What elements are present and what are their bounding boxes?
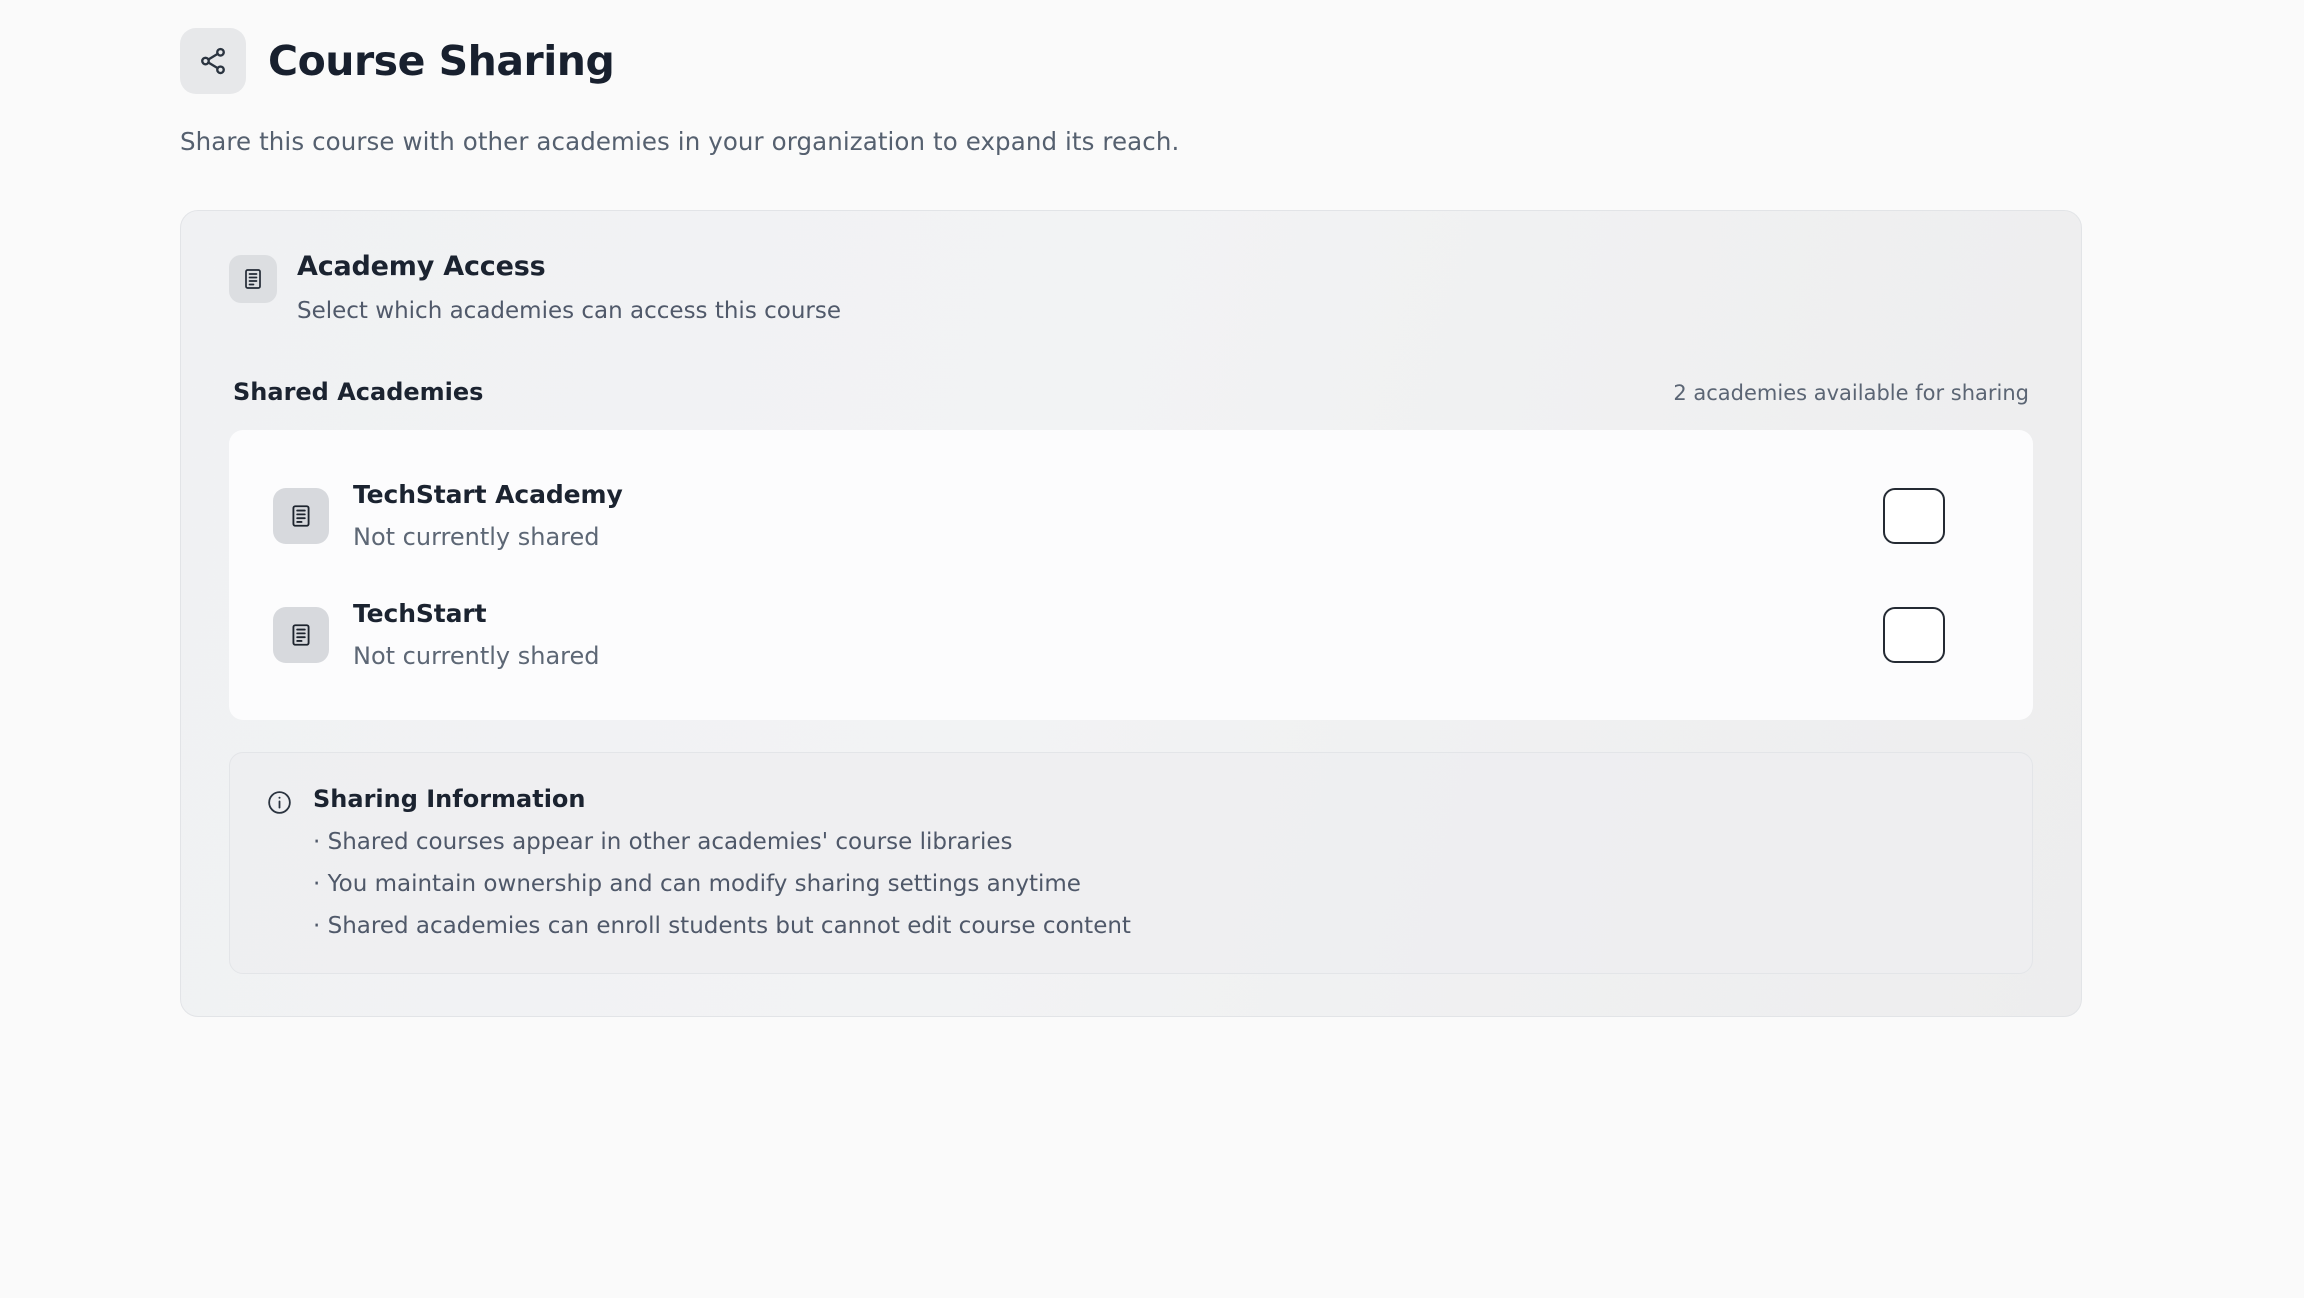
- share-icon: [180, 28, 246, 94]
- academy-status: Not currently shared: [353, 523, 600, 552]
- sharing-information-box: [229, 752, 2033, 974]
- academy-share-checkbox[interactable]: [1883, 488, 1945, 544]
- academies-list: [229, 430, 2033, 720]
- academy-share-checkbox[interactable]: [1883, 607, 1945, 663]
- shared-academies-label: Shared Academies: [233, 378, 484, 407]
- list-item[interactable]: [273, 575, 1997, 694]
- sharing-information-title: Sharing Information: [313, 785, 586, 814]
- academy-info: [353, 599, 1883, 670]
- academy-name: TechStart Academy: [353, 480, 623, 510]
- section-description: Select which academies can access this course: [297, 298, 842, 325]
- page-title: Course Sharing: [268, 36, 615, 85]
- academy-access-header: [229, 251, 2033, 324]
- academy-info: [353, 480, 1883, 551]
- building-icon: [229, 255, 277, 303]
- sharing-information-text: [313, 785, 1131, 939]
- academy-name: TechStart: [353, 599, 487, 629]
- info-icon: [266, 789, 293, 939]
- section-title: Academy Access: [297, 251, 546, 282]
- sharing-information-line: · You maintain ownership and can modify sharing settings anytime: [313, 871, 1081, 898]
- sharing-information-line: · Shared academies can enroll students but cannot edit course content: [313, 913, 1131, 940]
- page-subtitle: Share this course with other academies in your organization to expand its reach.: [180, 127, 1180, 156]
- academies-available-count: 2 academies available for sharing: [1673, 381, 2029, 406]
- academy-access-card: [180, 210, 2082, 1017]
- sharing-information-line: · Shared courses appear in other academies' course libraries: [313, 829, 1013, 856]
- list-item[interactable]: [273, 456, 1997, 575]
- shared-academies-header: [229, 378, 2033, 406]
- building-icon: [273, 488, 329, 544]
- building-icon: [273, 607, 329, 663]
- academy-status: Not currently shared: [353, 642, 600, 671]
- page-header: [180, 28, 2304, 94]
